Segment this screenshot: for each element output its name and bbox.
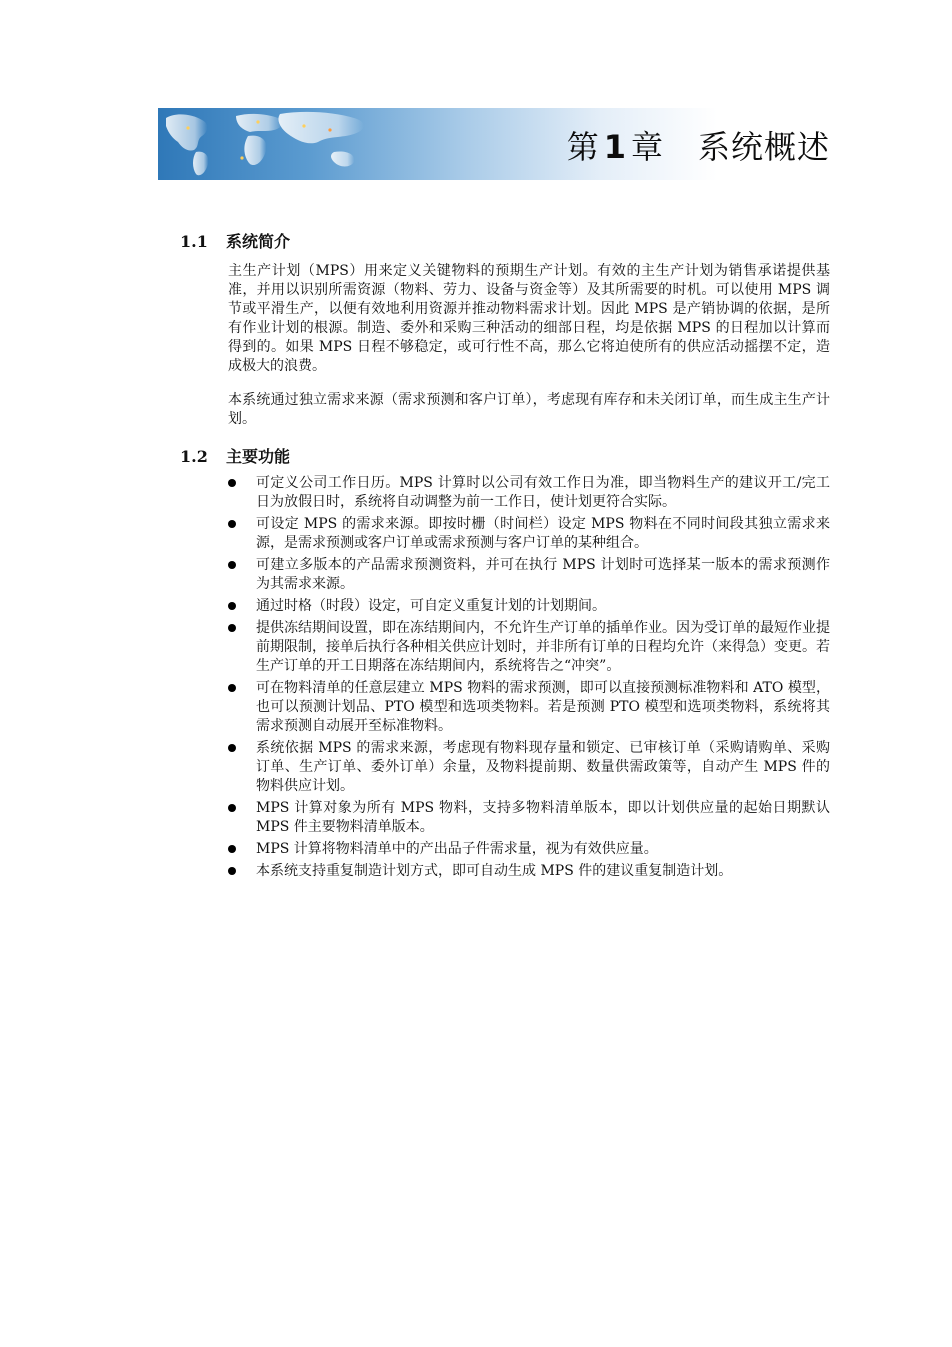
- list-item: [228, 739, 830, 796]
- world-map-image: [158, 108, 418, 180]
- bullet-icon: [228, 602, 236, 610]
- bullet-icon: [228, 867, 236, 875]
- bullet-icon: [228, 624, 236, 632]
- list-item: [228, 799, 830, 837]
- list-item: [228, 619, 830, 676]
- list-item-text: 可在物料清单的任意层建立 MPS 物料的需求预测，即可以直接预测标准物料和 ATO 模型，也可以预测计划品、PTO 模型和选项类物料。若是预测 PTO 模型和选项类物料，系统将其需求预测自动展开至标准物料。: [256, 680, 830, 734]
- section-number: 1.2: [180, 447, 208, 466]
- list-item-text: 本系统支持重复制造计划方式，即可自动生成 MPS 件的建议重复制造计划。: [256, 863, 733, 879]
- intro-paragraph-1: 主生产计划（MPS）用来定义关键物料的预期生产计划。有效的主生产计划为销售承诺提供基准，并用以识别所需资源（物料、劳力、设备与资金等）及其所需要的时机。可以使用 MPS 调节或平滑生产，以便有效地利用资源并推动物料需求计划。因此 MPS 是产销协调的依据，是所有作业计划的根源。制造、委外和采购三种活动的细部日程，均是依据 MPS 的日程加以计算而得到的。如果 MPS 日程不够稳定，或可行性不高，那么它将迫使所有的供应活动摇摆不定，造成极大的浪费。: [228, 263, 830, 374]
- bullet-icon: [228, 744, 236, 752]
- feature-list: [228, 474, 830, 884]
- list-item: [228, 515, 830, 553]
- bullet-icon: [228, 804, 236, 812]
- chapter-suffix: 章: [630, 128, 664, 166]
- bullet-icon: [228, 845, 236, 853]
- list-item-text: 通过时格（时段）设定，可自定义重复计划的计划期间。: [256, 598, 606, 614]
- bullet-icon: [228, 479, 236, 487]
- list-item: [228, 556, 830, 594]
- list-item-text: MPS 计算对象为所有 MPS 物料，支持多物料清单版本，即以计划供应量的起始日期默认 MPS 件主要物料清单版本。: [256, 800, 830, 835]
- list-item-text: 可定义公司工作日历。MPS 计算时以公司有效工作日为准，即当物料生产的建议开工/完工日为放假日时，系统将自动调整为前一工作日，使计划更符合实际。: [256, 475, 830, 510]
- list-item: [228, 474, 830, 512]
- list-item: [228, 597, 830, 616]
- list-item-text: 可设定 MPS 的需求来源。即按时栅（时间栏）设定 MPS 物料在不同时间段其独立需求来源，是需求预测或客户订单或需求预测与客户订单的某种组合。: [256, 516, 830, 551]
- intro-paragraph-2: 本系统通过独立需求来源（需求预测和客户订单），考虑现有库存和未关闭订单，而生成主生产计划。: [228, 392, 830, 427]
- list-item-text: 可建立多版本的产品需求预测资料，并可在执行 MPS 计划时可选择某一版本的需求预测作为其需求来源。: [256, 557, 830, 592]
- list-item: [228, 862, 830, 881]
- list-item-text: 系统依据 MPS 的需求来源，考虑现有物料现存量和锁定、已审核订单（采购请购单、采购订单、生产订单、委外订单）余量，及物料提前期、数量供需政策等，自动产生 MPS 件的物料供应计划。: [256, 740, 830, 794]
- bullet-icon: [228, 684, 236, 692]
- list-item: [228, 679, 830, 736]
- section-title: 主要功能: [226, 447, 291, 466]
- bullet-icon: [228, 561, 236, 569]
- chapter-title: [567, 122, 830, 168]
- chapter-number: 1: [603, 128, 627, 166]
- chapter-prefix: 第: [566, 128, 600, 166]
- chapter-banner: [158, 108, 840, 180]
- bullet-icon: [228, 520, 236, 528]
- chapter-name: 系统概述: [697, 128, 830, 166]
- section-heading-1-1: [180, 229, 290, 252]
- section-number: 1.1: [180, 232, 208, 251]
- section-title: 系统简介: [226, 232, 291, 251]
- section-heading-1-2: [180, 444, 290, 467]
- list-item: [228, 840, 830, 859]
- list-item-text: 提供冻结期间设置，即在冻结期间内，不允许生产订单的插单作业。因为受订单的最短作业提前期限制，接单后执行各种相关供应计划时，并非所有订单的日程均允许（来得急）变更。若生产订单的开工日期落在冻结期间内，系统将告之“冲突”。: [256, 620, 830, 674]
- list-item-text: MPS 计算将物料清单中的产出品子件需求量，视为有效供应量。: [256, 841, 658, 857]
